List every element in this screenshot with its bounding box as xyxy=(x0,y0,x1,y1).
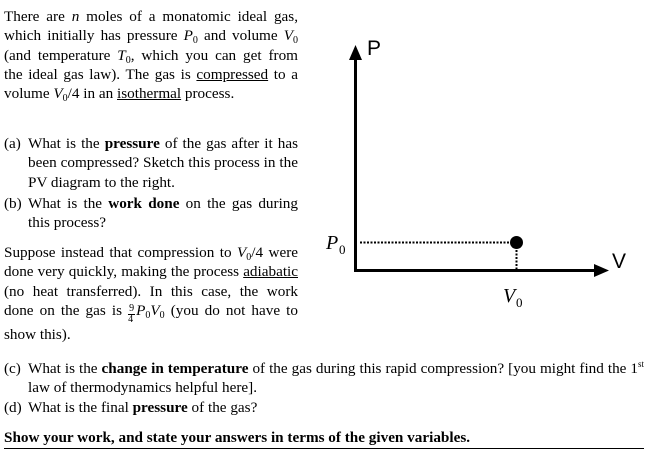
question-a-text: What is the pressure of the gas after it has been compressed? Sketch this process in the PV diagram to the right. xyxy=(28,135,298,191)
adiabatic-paragraph: Suppose instead that compression to $V_0/4$ were done very quickly, making the process adiabatic (no heat transferred). In this case, the work done on the gas is $\frac{9}{4}$ $P_0V_0$ (you do not have to show this). xyxy=(4,244,298,343)
y-axis-arrowhead xyxy=(349,45,362,60)
intro-paragraph: There are n moles of a monatomic ideal gas, which initially has pressure $P_0$ and volume $V_0$ (and temperature $T_0$, which you can get from the ideal gas law). The gas is compressed to a volume $V_0/4$ in an isothermal process. xyxy=(4,8,299,105)
question-d-label: (d) xyxy=(4,399,22,416)
initial-state-point[interactable] xyxy=(510,236,523,249)
p0-label: P xyxy=(326,232,339,254)
fraction-nine-fourths: $\frac{9}{4}$ xyxy=(128,302,135,325)
y-axis-label: P xyxy=(367,37,382,60)
x-axis-label: V xyxy=(612,250,627,273)
v0-label-subscript: 0 xyxy=(516,295,523,310)
x-axis-arrowhead xyxy=(594,264,609,277)
footer-instruction: Show your work, and state your answers in terms of the given variables. xyxy=(4,428,644,449)
question-a-label: (a) xyxy=(4,135,21,152)
question-d-text: What is the final pressure of the gas? xyxy=(28,399,258,416)
question-c-label: (c) xyxy=(4,360,21,377)
question-b-label: (b) xyxy=(4,195,22,212)
question-c-text: What is the change in temperature of the gas during this rapid compression? [you might find the 1st law of thermodynamics helpful here]. xyxy=(28,359,644,397)
question-b-text: What is the work done on the gas during this process? xyxy=(28,195,298,232)
p0-label-subscript: 0 xyxy=(339,242,346,257)
v0-label: V xyxy=(503,285,516,307)
